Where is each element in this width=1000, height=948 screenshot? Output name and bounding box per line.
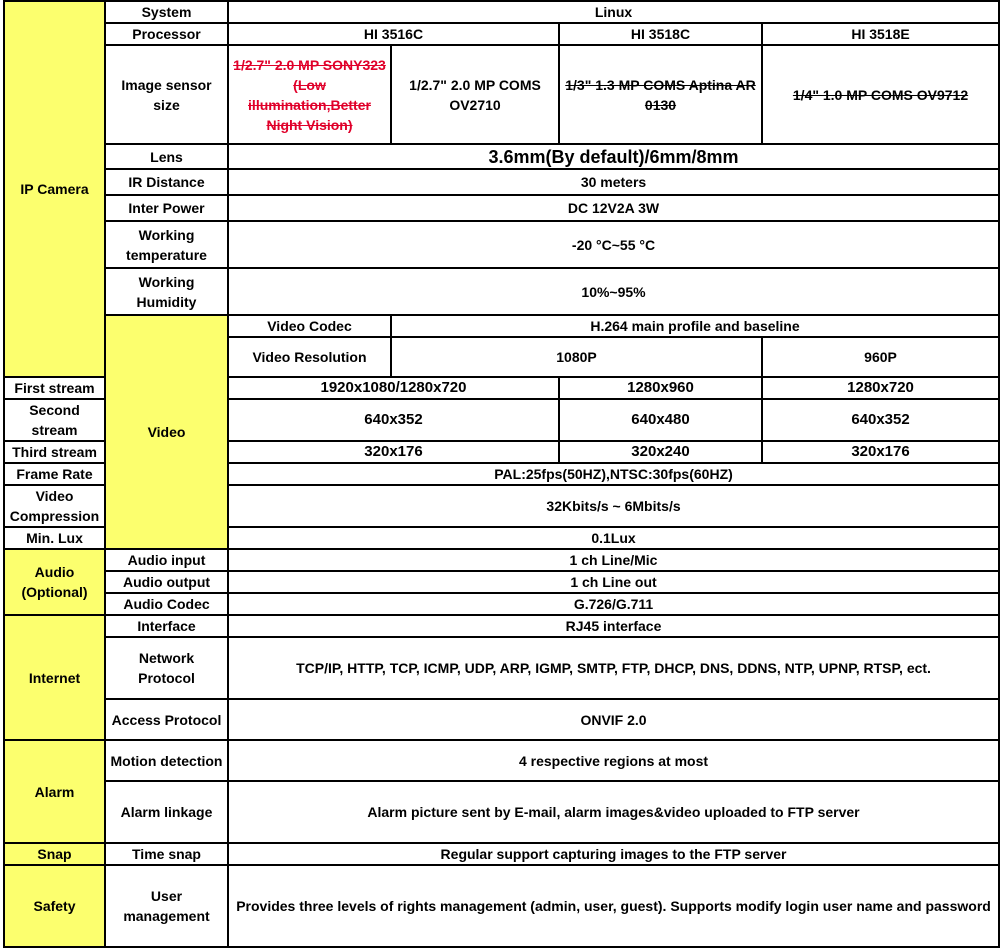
audio-input-label: Audio input: [105, 549, 228, 571]
table-row: [4, 45, 999, 144]
image-sensor-label: Image sensor size: [105, 45, 228, 144]
working-temperature-label: Working temperature: [105, 221, 228, 268]
table-row: [4, 699, 999, 740]
first-stream-label: First stream: [4, 377, 105, 399]
lens-label: Lens: [105, 144, 228, 169]
image-sensor-value-3-text: 1/3" 1.3 MP COMS Aptina AR 0130: [565, 76, 756, 113]
processor-option-1: HI 3516C: [228, 23, 559, 45]
alarm-linkage-value: Alarm picture sent by E-mail, alarm images&video uploaded to FTP server: [228, 781, 999, 843]
video-compression-value: 32Kbits/s ~ 6Mbits/s: [228, 485, 999, 527]
working-humidity-label: Working Humidity: [105, 268, 228, 315]
working-humidity-value: 10%~95%: [228, 268, 999, 315]
audio-codec-label: Audio Codec: [105, 593, 228, 615]
table-row: [4, 144, 999, 169]
interface-value: RJ45 interface: [228, 615, 999, 637]
second-stream-value-3: 640x352: [762, 399, 999, 441]
table-row: [4, 315, 999, 337]
image-sensor-value-1-text: 1/2.7" 2.0 MP SONY323 (Low illumination,Better Night Vision): [233, 56, 386, 133]
audio-output-value: 1 ch Line out: [228, 571, 999, 593]
table-row: [4, 740, 999, 781]
category-ip-camera: IP Camera: [4, 1, 105, 377]
min-lux-label: Min. Lux: [4, 527, 105, 549]
category-safety: Safety: [4, 865, 105, 947]
second-stream-label: Second stream: [4, 399, 105, 441]
table-row: [4, 549, 999, 571]
video-resolution-label: Video Resolution: [228, 337, 391, 377]
table-row: [4, 637, 999, 699]
min-lux-value: 0.1Lux: [228, 527, 999, 549]
working-temperature-value: -20 °C~55 °C: [228, 221, 999, 268]
inter-power-value: DC 12V2A 3W: [228, 195, 999, 221]
video-codec-value: H.264 main profile and baseline: [391, 315, 999, 337]
table-row: [4, 23, 999, 45]
table-row: [4, 169, 999, 195]
access-protocol-label: Access Protocol: [105, 699, 228, 740]
audio-input-value: 1 ch Line/Mic: [228, 549, 999, 571]
third-stream-label: Third stream: [4, 441, 105, 463]
interface-label: Interface: [105, 615, 228, 637]
time-snap-value: Regular support capturing images to the FTP server: [228, 843, 999, 865]
table-row: [4, 221, 999, 268]
image-sensor-value-1: [228, 45, 391, 144]
image-sensor-value-2: 1/2.7" 2.0 MP COMS OV2710: [391, 45, 559, 144]
processor-label: Processor: [105, 23, 228, 45]
second-stream-value-2: 640x480: [559, 399, 762, 441]
image-sensor-value-4: [762, 45, 999, 144]
image-sensor-value-4-text: 1/4" 1.0 MP COMS OV9712: [792, 86, 969, 103]
third-stream-value-1: 320x176: [228, 441, 559, 463]
table-row: [4, 571, 999, 593]
alarm-linkage-label: Alarm linkage: [105, 781, 228, 843]
category-alarm: Alarm: [4, 740, 105, 843]
category-snap: Snap: [4, 843, 105, 865]
video-resolution-value-2: 960P: [762, 337, 999, 377]
first-stream-value-3: 1280x720: [762, 377, 999, 399]
spec-table: [3, 0, 1000, 948]
user-management-value: Provides three levels of rights management (admin, user, guest). Supports modify login user name and password: [228, 865, 999, 947]
table-row: [4, 615, 999, 637]
video-resolution-value-1: 1080P: [391, 337, 762, 377]
table-row: [4, 781, 999, 843]
motion-detection-label: Motion detection: [105, 740, 228, 781]
table-row: [4, 195, 999, 221]
motion-detection-value: 4 respective regions at most: [228, 740, 999, 781]
category-internet: Internet: [4, 615, 105, 740]
table-row: [4, 865, 999, 947]
table-row: [4, 593, 999, 615]
video-compression-label: Video Compression: [4, 485, 105, 527]
category-audio: Audio (Optional): [4, 549, 105, 615]
access-protocol-value: ONVIF 2.0: [228, 699, 999, 740]
network-protocol-value: TCP/IP, HTTP, TCP, ICMP, UDP, ARP, IGMP, SMTP, FTP, DHCP, DNS, DDNS, NTP, UPNP, RTSP, ect.: [228, 637, 999, 699]
processor-option-2: HI 3518C: [559, 23, 762, 45]
time-snap-label: Time snap: [105, 843, 228, 865]
table-row: [4, 843, 999, 865]
network-protocol-label: Network Protocol: [105, 637, 228, 699]
system-value: Linux: [228, 1, 999, 23]
inter-power-label: Inter Power: [105, 195, 228, 221]
lens-value: 3.6mm(By default)/6mm/8mm: [228, 144, 999, 169]
third-stream-value-2: 320x240: [559, 441, 762, 463]
image-sensor-value-3: [559, 45, 762, 144]
table-row: [4, 1, 999, 23]
frame-rate-value: PAL:25fps(50HZ),NTSC:30fps(60HZ): [228, 463, 999, 485]
category-video: Video: [105, 315, 228, 549]
ir-distance-label: IR Distance: [105, 169, 228, 195]
first-stream-value-1: 1920x1080/1280x720: [228, 377, 559, 399]
user-management-label: User management: [105, 865, 228, 947]
second-stream-value-1: 640x352: [228, 399, 559, 441]
spec-sheet: [3, 0, 1000, 948]
frame-rate-label: Frame Rate: [4, 463, 105, 485]
table-row: [4, 268, 999, 315]
first-stream-value-2: 1280x960: [559, 377, 762, 399]
video-codec-label: Video Codec: [228, 315, 391, 337]
processor-option-3: HI 3518E: [762, 23, 999, 45]
audio-output-label: Audio output: [105, 571, 228, 593]
ir-distance-value: 30 meters: [228, 169, 999, 195]
third-stream-value-3: 320x176: [762, 441, 999, 463]
audio-codec-value: G.726/G.711: [228, 593, 999, 615]
system-label: System: [105, 1, 228, 23]
